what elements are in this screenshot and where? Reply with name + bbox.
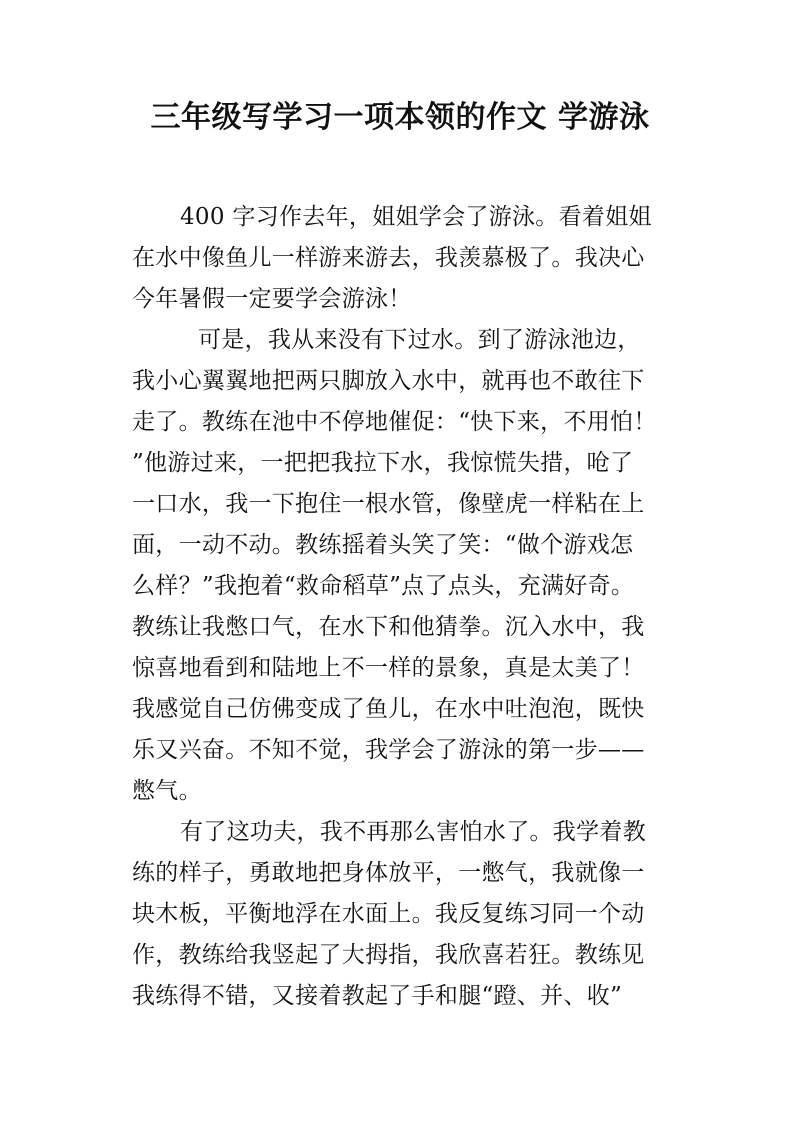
text-line: 教练让我憋口气，在水下和他猜拳。沉入水中，我 [132, 614, 645, 640]
text-line: 作，教练给我竖起了大拇指，我欣喜若狂。教练见 [132, 942, 645, 968]
document-body [132, 197, 677, 1017]
text-line: 我小心翼翼地把两只脚放入水中，就再也不敢往下 [132, 368, 645, 394]
text-line: 可是，我从来没有下过水。到了游泳池边， [198, 327, 641, 353]
text-line: 么样？”我抱着“救命稻草”点了点头，充满好奇。 [132, 573, 635, 599]
text-line: 块木板，平衡地浮在水面上。我反复练习同一个动 [132, 901, 645, 927]
text-line: 面，一动不动。教练摇着头笑了笑：“做个游戏怎 [132, 532, 634, 558]
text-line: 乐又兴奋。不知不觉，我学会了游泳的第一步—— [132, 737, 645, 763]
text-line: 我练得不错，又接着教起了手和腿“蹬、并、收” [132, 983, 623, 1009]
document-title: 三年级写学习一项本领的作文 学游泳 [150, 100, 650, 135]
text-line: 一口水，我一下抱住一根水管，像壁虎一样粘在上 [132, 491, 645, 517]
text-line: 练的样子，勇敢地把身体放平，一憋气，我就像一 [132, 860, 645, 886]
text-line: 我感觉自己仿佛变成了鱼儿，在水中吐泡泡，既快 [132, 696, 645, 722]
text-line: 惊喜地看到和陆地上不一样的景象，真是太美了！ [132, 655, 645, 681]
text-line: ”他游过来，一把把我拉下水，我惊慌失措，呛了 [132, 450, 634, 476]
text-line: 憋气。 [132, 778, 202, 804]
text-line: 有了这功夫，我不再那么害怕水了。我学着教 [180, 819, 646, 845]
text-line: 走了。教练在池中不停地催促：“快下来，不用怕！ [132, 409, 657, 435]
text-line: 在水中像鱼儿一样游来游去，我羡慕极了。我决心 [132, 245, 645, 271]
text-line: 今年暑假一定要学会游泳！ [132, 286, 412, 312]
text-line: 400 字习作去年，姐姐学会了游泳。看着姐姐 [180, 204, 652, 230]
